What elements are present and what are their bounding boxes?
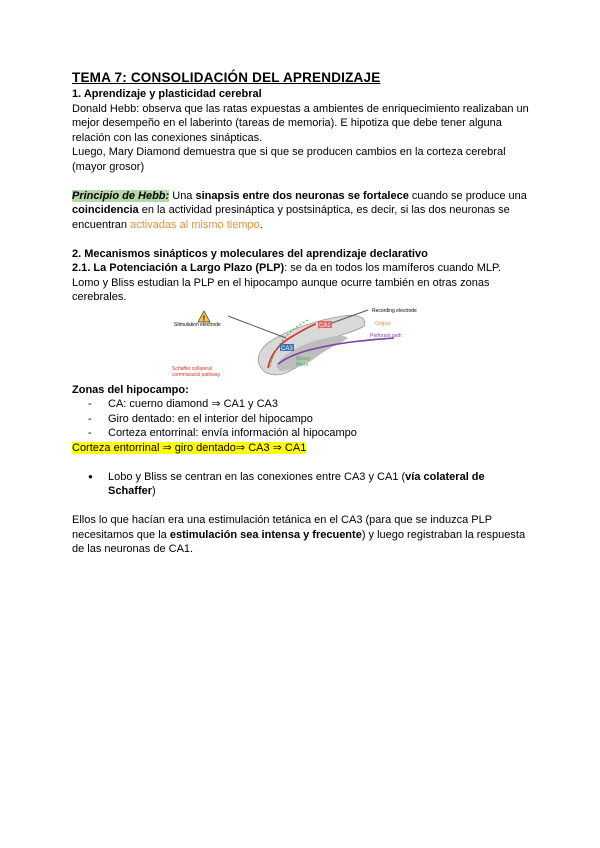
- output-label: Output: [375, 320, 391, 327]
- recording-electrode-label: Recording electrode: [372, 307, 417, 314]
- hebb-text-3: en la actividad presináptica y postsináptica, es decir, si las dos neuronas se encuentran: [72, 204, 510, 231]
- plp-heading: 2.1. La Potenciación a Largo Plazo (PLP): [72, 262, 285, 274]
- hebb-bold-1: sinapsis entre dos neuronas se fortalece: [195, 189, 409, 202]
- page-title: TEMA 7: CONSOLIDACIÓN DEL APRENDIZAJE: [72, 70, 381, 85]
- hebb-text-1: Una: [169, 189, 196, 202]
- bullet-end: ): [152, 485, 156, 497]
- list-item: - Corteza entorrinal: envía información al hipocampo: [88, 426, 530, 441]
- hebb-bold-2: coincidencia: [72, 204, 139, 216]
- hebb-principle: [72, 189, 530, 233]
- bullet-bold: vía colateral de Schaffer: [108, 470, 485, 497]
- list-item: [88, 470, 530, 499]
- mossy-label-2: fibers: [296, 361, 309, 368]
- mossy-label-1: Mossy: [296, 355, 311, 362]
- final-text-1: Ellos lo que hacían era una estimulación tetánica en el CA3 (para que se induzca PLP necesitamos que la: [72, 514, 492, 541]
- final-text-2: ) y luego registraban la respuesta de las neuronas de CA1.: [72, 528, 526, 555]
- section2-heading: 2. Mecanismos sinápticos y moleculares del aprendizaje declarativo: [72, 247, 428, 260]
- warning-icon-glyph: !: [202, 315, 206, 322]
- document-page: [72, 70, 530, 557]
- hebb-text-4: .: [259, 218, 263, 231]
- perforant-path-label: Perforant path: [370, 332, 402, 339]
- list-item: - CA: cuerno diamond ⇒ CA1 y CA3: [88, 397, 530, 412]
- hebb-principle-label: Principio de Hebb:: [72, 189, 170, 202]
- list-item: - Giro dentado: en el interior del hipocampo: [88, 412, 530, 427]
- stimulation-electrode-line: [228, 316, 286, 338]
- schaffer-label-1: Schaffer collateral: [172, 365, 212, 372]
- plp-paragraph: [72, 261, 530, 305]
- section1-heading: 1. Aprendizaje y plasticidad cerebral: [72, 88, 262, 100]
- final-paragraph: [72, 513, 530, 557]
- pathway-highlight: Corteza entorrinal ⇒ giro dentado⇒ CA3 ⇒ CA1: [72, 441, 307, 454]
- schaffer-label-2: commissural pathway: [172, 371, 221, 378]
- hippocampus-figure: [168, 308, 438, 380]
- bullet-list: [88, 470, 530, 499]
- hebb-text-2: cuando se produce una: [408, 189, 527, 202]
- bullet-text: Lobo y Bliss se centran en las conexiones entre CA3 y CA1 (: [108, 470, 406, 483]
- plp-text: : se da en todos los mamíferos cuando MLP. Lomo y Bliss estudian la PLP en el hipocampo aunque ocurre también en otras zonas cerebrales.: [72, 262, 501, 303]
- ca3-label: CA3: [281, 345, 293, 352]
- zonas-list: [88, 397, 530, 441]
- hebb-paragraph: Donald Hebb: observa que las ratas expuestas a ambientes de enriquecimiento realizaban un mejor desempeño en el laberinto (tareas de memoria). E hipotiza que debe tener alguna relación con las conexiones sinápticas.: [72, 102, 529, 144]
- ca1-label: CA1: [319, 322, 331, 329]
- diamond-paragraph: Luego, Mary Diamond demuestra que si que se producen cambios en la corteza cerebral (mayor grosor): [72, 146, 506, 173]
- pathway-line: [72, 441, 530, 456]
- stimulation-electrode-label: Stimulation electrode: [174, 321, 221, 328]
- zonas-heading: Zonas del hipocampo:: [72, 383, 189, 396]
- hebb-orange-text: activadas al mismo tiempo: [130, 218, 260, 231]
- hippocampus-diagram: [168, 308, 438, 380]
- final-bold: estimulación sea intensa y frecuente: [169, 528, 362, 541]
